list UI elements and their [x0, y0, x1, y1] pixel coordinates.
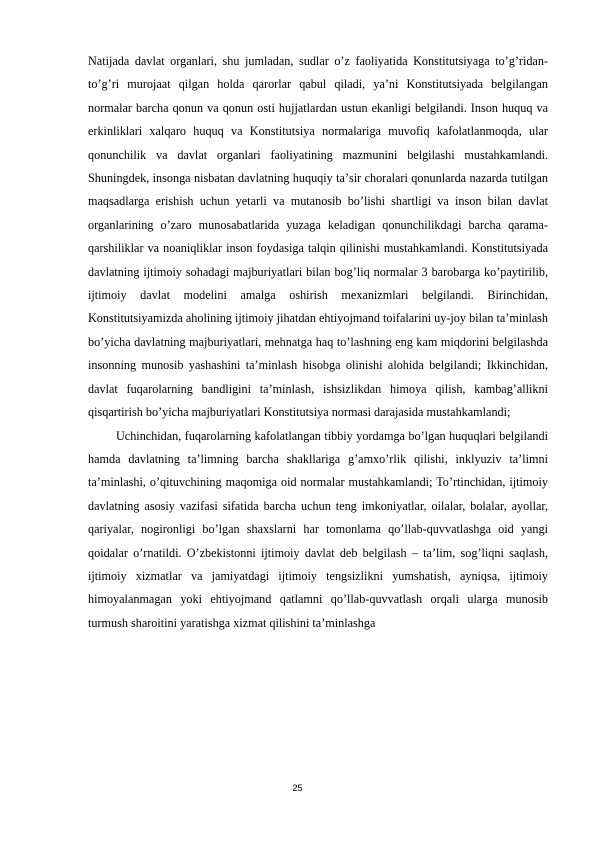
page-body [88, 50, 548, 635]
paragraph-2: Uchinchidan, fuqarolarning kafolatlangan tibbiy yordamga boʼlgan huquqlari belgilandi hamda davlatning taʼlimning barcha shakllariga gʼamxoʼrlik qilishi, inklyuziv taʼlimni taʼminlashi, oʼqituvchining maqomiga oid normalar mustahkamlandi; Toʼrtinchidan, ijtimoiy davlatning asosiy vazifasi sifatida barcha uchun teng imkoniyatlar, oilalar, bolalar, ayollar, qariyalar, nogironligi boʼlgan shaxslarni har tomonlama qoʼllab-quvvatlashga oid yangi qoidalar oʼrnatildi. Oʼzbekistonni ijtimoiy davlat deb belgilash – taʼlim, sogʼliqni saqlash, ijtimoiy xizmatlar va jamiyatdagi ijtimoiy tengsizlikni yumshatish, ayniqsa, ijtimoiy himoyalanmagan yoki ehtiyojmand qatlamni qoʼllab-quvvatlash orqali ularga munosib turmush sharoitini yaratishga xizmat qilishini taʼminlashga [88, 428, 548, 630]
paragraph-1: Natijada davlat organlari, shu jumladan, sudlar oʼz faoliyatida Konstitutsiyaga toʼgʼridan-toʼgʼri murojaat qilgan holda qarorlar qabul qiladi, yaʼni Konstitutsiyada belgilangan normalar barcha qonun va qonun osti hujjatlardan ustun ekanligi belgilandi. Inson huquq va erkinliklari xalqaro huquq va Konstitutsiya normalariga muvofiq kafolatlanmoqda, ular qonunchilik va davlat organlari faoliyatining mazmunini belgilashi mustahkamlandi. Shuningdek, insonga nisbatan davlatning huquqiy taʼsir choralari qonunlarda nazarda tutilgan maqsadlarga erishish uchun yetarli va mutanosib boʼlishi shartligi va inson bilan davlat organlarining oʼzaro munosabatlarida yuzaga keladigan qonunchilikdagi barcha qarama-qarshiliklar va noaniqliklar inson foydasiga talqin qilinishi mustahkamlandi. Konstitutsiyada davlatning ijtimoiy sohadagi majburiyatlari bilan bogʼliq normalar 3 barobarga koʼpaytirilib, ijtimoiy davlat modelini amalga oshirish mexanizmlari belgilandi. Birinchidan, Konstitutsiyamizda aholining ijtimoiy jihatdan ehtiyojmand toifalarini uy-joy bilan taʼminlash boʼyicha davlatning majburiyatlari, mehnatga haq toʼlashning eng kam miqdorini belgilashda insonning munosib yashashini taʼminlash hisobga olinishi alohida belgilandi; Ikkinchidan, davlat fuqarolarning bandligini taʼminlash, ishsizlikdan himoya qilish, kambagʼallikni qisqartirish boʼyicha majburiyatlari Konstitutsiya normasi darajasida mustahkamlandi; [88, 54, 548, 420]
page-number: 25 [292, 783, 303, 793]
